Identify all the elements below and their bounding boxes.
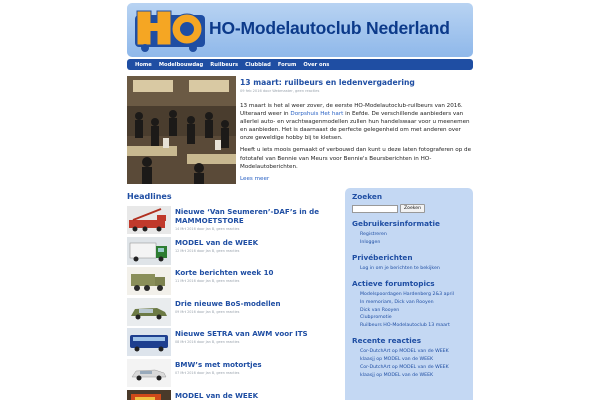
headline-meta: 11 Mrt 2016 door Jan B, geen reacties: [175, 279, 240, 284]
login-to-view-messages-link[interactable]: Log in om je berichten te bekijken: [360, 265, 440, 271]
crane-truck-icon: [127, 206, 171, 234]
headline-thumbnail[interactable]: [127, 328, 171, 356]
recent-comments-list: [352, 348, 466, 380]
nav-over-ons[interactable]: Over ons: [303, 61, 330, 68]
user-info-title: Gebruikersinformatie: [352, 219, 440, 228]
headline-meta: 07 Mrt 2016 door Jan B, geen reacties: [175, 370, 240, 375]
headline-meta: 09 Mrt 2016 door Jan B, geen reacties: [175, 309, 240, 314]
recent-comment-link[interactable]: klaasjj op MODEL van de WEEK: [360, 357, 434, 363]
forum-topic-link[interactable]: Dick van Rooyen: [360, 307, 400, 313]
truck-icon: [127, 237, 171, 265]
headline-thumbnail[interactable]: [127, 237, 171, 265]
featured-article: [240, 78, 472, 187]
search-form: [352, 204, 466, 213]
bus-icon: [127, 328, 171, 356]
featured-photo[interactable]: [127, 76, 236, 184]
bmw-car-icon: [127, 359, 171, 387]
nav-ruilbeurs[interactable]: Ruilbeurs: [210, 61, 239, 68]
headline-thumbnail[interactable]: [127, 298, 171, 326]
headline-thumbnail[interactable]: [127, 359, 171, 387]
nav-modelbouwdag[interactable]: Modelbouwdag: [158, 61, 204, 68]
headline-thumbnail[interactable]: [127, 206, 171, 234]
headline-title[interactable]: Drie nieuwe BoS-modellen: [175, 298, 281, 308]
headline-item: [127, 328, 337, 359]
headline-item: [127, 206, 337, 237]
headline-item: [127, 237, 337, 268]
featured-title[interactable]: 13 maart: ruilbeurs en ledenvergadering: [240, 78, 415, 87]
login-link[interactable]: Inloggen: [360, 239, 381, 245]
featured-paragraph-2: Heeft u iets moois gemaakt of verbouwd dan kunt u deze laten fotograferen op de fototafel van Bennie van Meurs voor Bennie's Beursberichten in HO-Modelautoberichten.: [240, 147, 472, 170]
featured-body: [240, 102, 472, 183]
headline-title[interactable]: Nieuwe ‘Van Seumeren’-DAF’s in de MAMMOETSTORE: [175, 207, 320, 225]
sidebar: [345, 188, 473, 400]
recent-comment-link[interactable]: Cor-DutchArt op MODEL van de WEEK: [360, 365, 449, 371]
site-title[interactable]: HO-Modelautoclub Nederland: [209, 18, 450, 38]
user-info-links: [352, 231, 466, 247]
headline-title[interactable]: Nieuwe SETRA van AWM voor ITS: [175, 329, 308, 339]
headline-meta: 08 Mrt 2016 door Jan B, geen reacties: [175, 340, 240, 345]
headline-thumbnail[interactable]: [127, 267, 171, 295]
headline-meta: 12 Mrt 2016 door Jan B, geen reacties: [175, 248, 240, 253]
headline-item: [127, 298, 337, 329]
headline-title[interactable]: MODEL van de WEEK: [175, 390, 259, 400]
car-icon: [127, 298, 171, 326]
featured-paragraph-1: [240, 102, 472, 142]
recent-comment-link[interactable]: klaasjj op MODEL van de WEEK: [360, 372, 434, 378]
headline-item: [127, 359, 337, 390]
site-header: [127, 3, 473, 57]
nav-forum[interactable]: Forum: [277, 61, 297, 68]
military-truck-icon: [127, 267, 171, 295]
read-more-link[interactable]: Lees meer: [240, 175, 270, 182]
search-widget-title: Zoeken: [352, 192, 383, 201]
register-link[interactable]: Registreren: [360, 232, 387, 237]
recent-comment-link[interactable]: Cor-DutchArt op MODEL van de WEEK: [360, 349, 449, 355]
headline-item: [127, 390, 337, 400]
forum-topic-link[interactable]: Modelspoordagen Hardenberg 2&3 april: [360, 291, 454, 297]
headlines-title: Headlines: [127, 192, 172, 201]
headline-meta: 14 Mrt 2016 door Jan B, geen reacties: [175, 227, 240, 231]
headline-title[interactable]: MODEL van de WEEK: [175, 237, 259, 247]
truck-icon: [127, 390, 171, 400]
headline-title[interactable]: Korte berichten week 10: [175, 268, 274, 278]
featured-meta: 09 feb 2016 door Webmaster, geen reacties: [240, 89, 320, 93]
search-input[interactable]: [352, 205, 398, 213]
forum-topic-link[interactable]: Ruilbeurs HO-Modelautoclub 13 maart: [360, 323, 450, 329]
private-messages-title: Privéberichten: [352, 252, 413, 262]
headline-list: [127, 206, 337, 400]
forum-topics-title: Actieve forumtopics: [352, 278, 435, 288]
paragraph-text: in Eefde. De verschillende aanbieders van allerlei auto- en vrachtwagenmodellen zullen hun handelswaar voor u meenemen en aanbieden. Het is daarnaast de perfecte gelegenheid om met anderen over onze geweldige hobby bij te kletsen.: [240, 111, 470, 142]
headline-thumbnail[interactable]: [127, 390, 171, 400]
forum-topics-list: [352, 291, 466, 331]
nav-home[interactable]: Home: [135, 61, 152, 68]
dorpshuis-link[interactable]: Dorpshuis Het hart: [290, 111, 344, 118]
headline-item: [127, 267, 337, 298]
paragraph-text: 13 maart is het al weer zover, de eerste HO-Modelautoclub-ruilbeurs van 2016. Ulteraard weer in: [240, 103, 463, 118]
recent-comments-title: Recente reacties: [352, 336, 422, 346]
search-button[interactable]: Zoeken: [400, 204, 425, 213]
forum-topic-link[interactable]: Clubpromotie: [360, 315, 392, 321]
nav-clubblad[interactable]: Clubblad: [245, 61, 271, 68]
ho-logo-icon[interactable]: [133, 7, 207, 53]
fair-crowd-photo-icon: [127, 76, 236, 184]
private-messages-list: [352, 265, 466, 273]
forum-topic-link[interactable]: In memoriam, Dick van Rooyen: [360, 299, 434, 305]
main-nav: [127, 59, 473, 70]
headline-title[interactable]: BMW’s met motortjes: [175, 359, 262, 369]
